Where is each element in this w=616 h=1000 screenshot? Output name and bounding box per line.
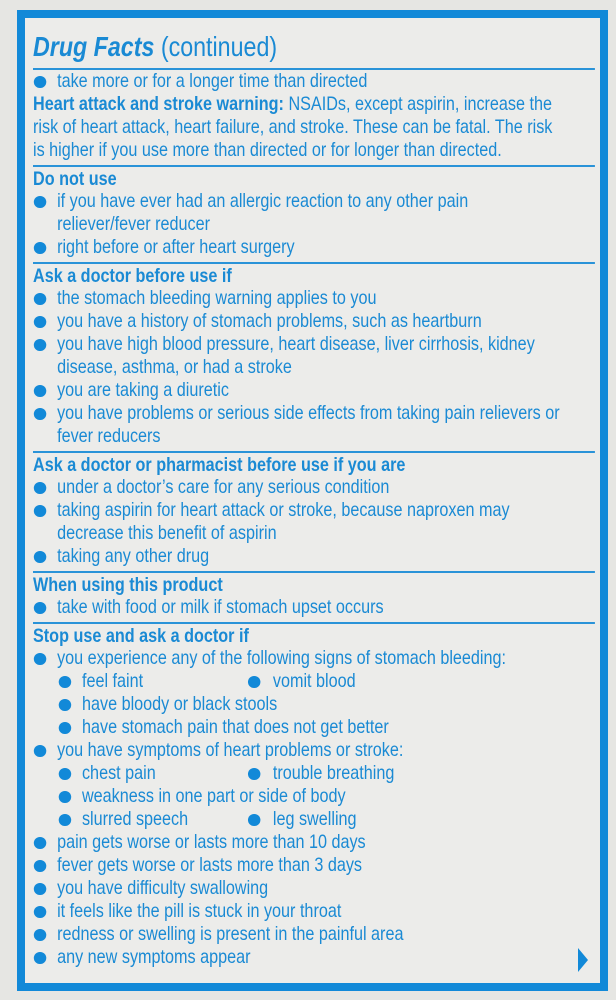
sub-item	[33, 670, 595, 693]
section-heading-ask-pharmacist: Ask a doctor or pharmacist before use if you are	[33, 454, 406, 476]
list-item-continued: decrease this benefit of aspirin	[57, 522, 277, 544]
list-item: you have difficulty swallowing	[33, 877, 595, 900]
list-item: you have high blood pressure, heart disease, liver cirrhosis, kidney	[33, 333, 595, 356]
sub-item: weakness in one part or side of body	[33, 785, 595, 808]
list-item-continued: reliever/fever reducer	[57, 213, 210, 235]
sub-item-text: slurred speech	[81, 808, 189, 830]
page-title	[33, 18, 595, 68]
list-item: redness or swelling is present in the painful area	[33, 923, 595, 946]
title-continued: (continued)	[154, 31, 278, 62]
sub-item	[33, 762, 595, 785]
list-item: you experience any of the following signs of stomach bleeding:	[33, 647, 595, 670]
list-item: you have symptoms of heart problems or stroke:	[33, 739, 595, 762]
sub-item-text: feel faint	[81, 670, 144, 692]
list-item: under a doctor’s care for any serious condition	[33, 476, 595, 499]
list-item: take with food or milk if stomach upset occurs	[33, 596, 595, 619]
list-item: taking any other drug	[33, 545, 595, 568]
list-item: if you have ever had an allergic reaction to any other pain	[33, 190, 595, 213]
title-bold: Drug Facts	[33, 31, 155, 62]
list-item: pain gets worse or lasts more than 10 days	[33, 831, 595, 854]
sub-item-text: chest pain	[81, 762, 156, 784]
list-item: fever gets worse or lasts more than 3 days	[33, 854, 595, 877]
warning-line	[33, 93, 595, 116]
list-item-continued: disease, asthma, or had a stroke	[57, 356, 292, 378]
list-item: take more or for a longer time than directed	[33, 70, 595, 93]
list-item: any new symptoms appear	[33, 946, 595, 969]
section-heading-when-using: When using this product	[33, 574, 223, 596]
sub-item	[33, 808, 595, 831]
section-heading-stop-use: Stop use and ask a doctor if	[33, 625, 249, 647]
sub-item: have stomach pain that does not get better	[33, 716, 595, 739]
section-heading-do-not-use: Do not use	[33, 168, 117, 190]
sub-item: leg swelling	[248, 808, 357, 831]
list-item-continued: fever reducers	[57, 425, 161, 447]
list-item: the stomach bleeding warning applies to you	[33, 287, 595, 310]
drug-facts-panel	[17, 10, 608, 991]
sub-item: vomit blood	[248, 670, 356, 693]
drug-facts-content	[33, 18, 595, 969]
list-item: taking aspirin for heart attack or stroke, because naproxen may	[33, 499, 595, 522]
right-triangle-icon	[578, 948, 588, 972]
warning-line: risk of heart attack, heart failure, and stroke. These can be fatal. The risk	[33, 116, 553, 138]
list-item: you have problems or serious side effects from taking pain relievers or	[33, 402, 595, 425]
list-item: you are taking a diuretic	[33, 379, 595, 402]
warning-text: NSAIDs, except aspirin, increase the	[283, 93, 553, 115]
list-item: right before or after heart surgery	[33, 236, 595, 259]
warning-line: is higher if you use more than directed or for longer than directed.	[33, 139, 502, 161]
section-heading-ask-doctor: Ask a doctor before use if	[33, 265, 232, 287]
list-item: it feels like the pill is stuck in your throat	[33, 900, 595, 923]
list-item: you have a history of stomach problems, such as heartburn	[33, 310, 595, 333]
warning-label: Heart attack and stroke warning:	[33, 93, 284, 115]
sub-item: trouble breathing	[248, 762, 394, 785]
sub-item: have bloody or black stools	[33, 693, 595, 716]
